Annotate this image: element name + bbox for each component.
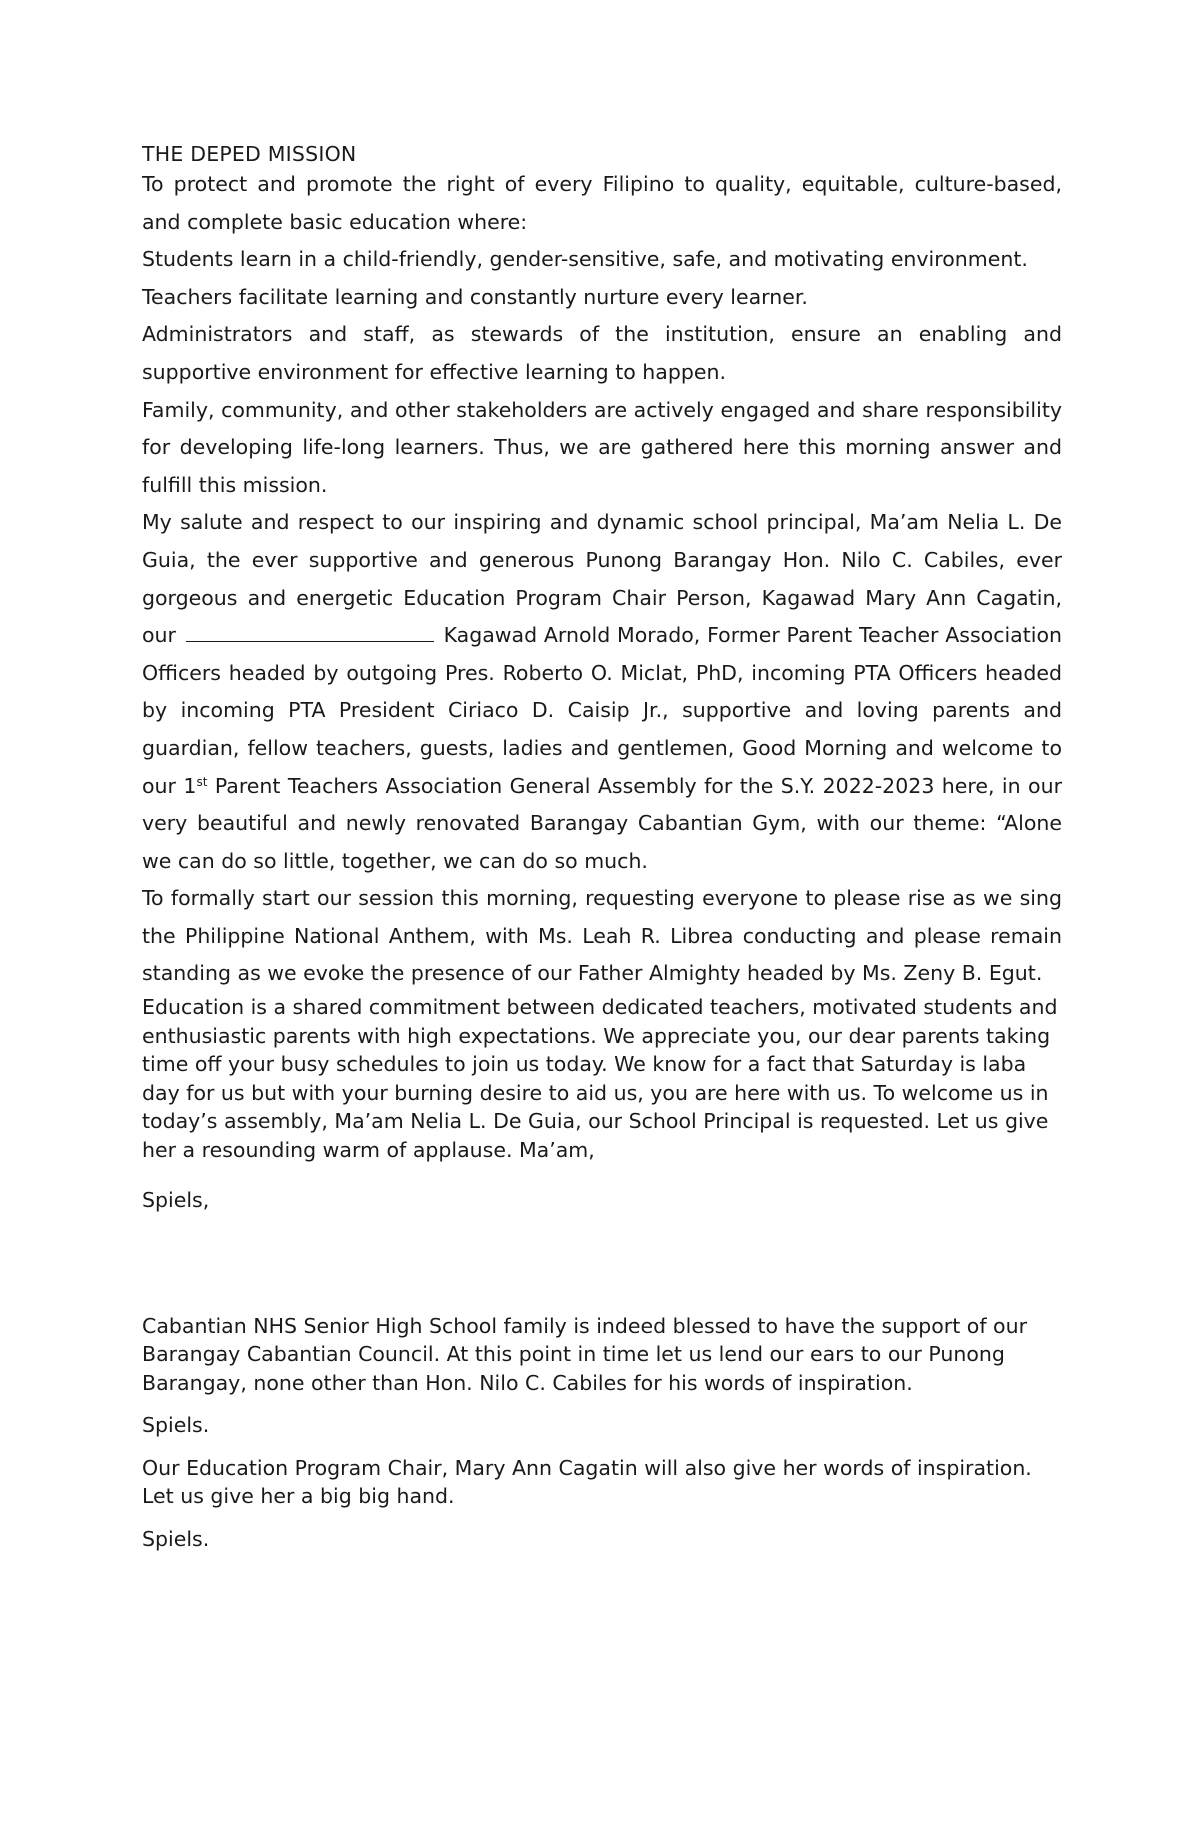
- salute-text-part3: Parent Teachers Association General Assembly for the S.Y. 2022-2023 here, in our very beautiful and newly renovated Barangay Cabantian Gym, with our theme: “Alone we can do so little, together, we can do so much.: [142, 773, 1062, 873]
- education-commitment-paragraph: Education is a shared commitment between dedicated teachers, motivated students and enthusiastic parents with high expectations. We appreciate you, our dear parents taking time off your busy schedules to join us today. We know for a fact that Saturday is laba day for us but with your burning desire to aid us, you are here with us. To welcome us in today’s assembly, Ma’am Nelia L. De Guia, our School Principal is requested. Let us give her a resounding warm of applause. Ma’am,: [142, 995, 1058, 1162]
- mission-family-paragraph: Family, community, and other stakeholders are actively engaged and share responsibility for developing life-long learners. Thus, we are gathered here this morning answer and fulfill this mission.: [142, 397, 1062, 497]
- spiels-line-2: Spiels.: [142, 1413, 210, 1438]
- barangay-support-paragraph: Cabantian NHS Senior High School family is indeed blessed to have the support of our Barangay Cabantian Council. At this point in time let us lend our ears to our Punong Barangay, none other than Hon. Nilo C. Cabiles for his words of inspiration.: [142, 1313, 1028, 1395]
- mission-teachers-paragraph: Teachers facilitate learning and constantly nurture every learner.: [142, 284, 808, 309]
- mission-admin-paragraph: Administrators and staff, as stewards of the institution, ensure an enabling and supportive environment for effective learning to happen.: [142, 322, 1062, 384]
- salute-text-part1: My salute and respect to our inspiring and dynamic school principal, Ma’am Nelia L. De Guia, the ever supportive and generous Punong Barangay Hon. Nilo C. Cabiles, ever gorgeous and energetic Education Program Chair Person, Kagawad Mary Ann Cagatin, our: [142, 510, 1062, 648]
- anthem-paragraph: To formally start our session this morning, requesting everyone to please rise as we sing the Philippine National Anthem, with Ms. Leah R. Librea conducting and please remain standing as we evoke the presence of our Father Almighty headed by Ms. Zeny B. Egut.: [142, 886, 1062, 986]
- education-chair-paragraph: Our Education Program Chair, Mary Ann Cagatin will also give her words of inspiration. Let us give her a big big hand.: [142, 1455, 1032, 1509]
- document-heading: THE DEPED MISSION: [142, 142, 357, 166]
- salute-paragraph: [142, 504, 1062, 880]
- salute-text-part2: Kagawad Arnold Morado, Former Parent Teacher Association Officers headed by outgoing Pres. Roberto O. Miclat, PhD, incoming PTA Officers headed by incoming PTA President Ciriaco D. Caisip Jr., supportive and loving parents and guardian, fellow teachers, guests, ladies and gentlemen, Good Morning and welcome to our 1: [142, 623, 1062, 798]
- spiels-line-1: Spiels,: [142, 1188, 210, 1213]
- document-page: [142, 142, 1062, 1575]
- spiels-line-3: Spiels.: [142, 1526, 210, 1551]
- mission-students-paragraph: Students learn in a child-friendly, gender-sensitive, safe, and motivating environment.: [142, 247, 1028, 272]
- blank-underline: [186, 619, 434, 642]
- mission-intro-paragraph: To protect and promote the right of every Filipino to quality, equitable, culture-based, and complete basic education where:: [142, 172, 1062, 234]
- ordinal-superscript: st: [196, 774, 208, 789]
